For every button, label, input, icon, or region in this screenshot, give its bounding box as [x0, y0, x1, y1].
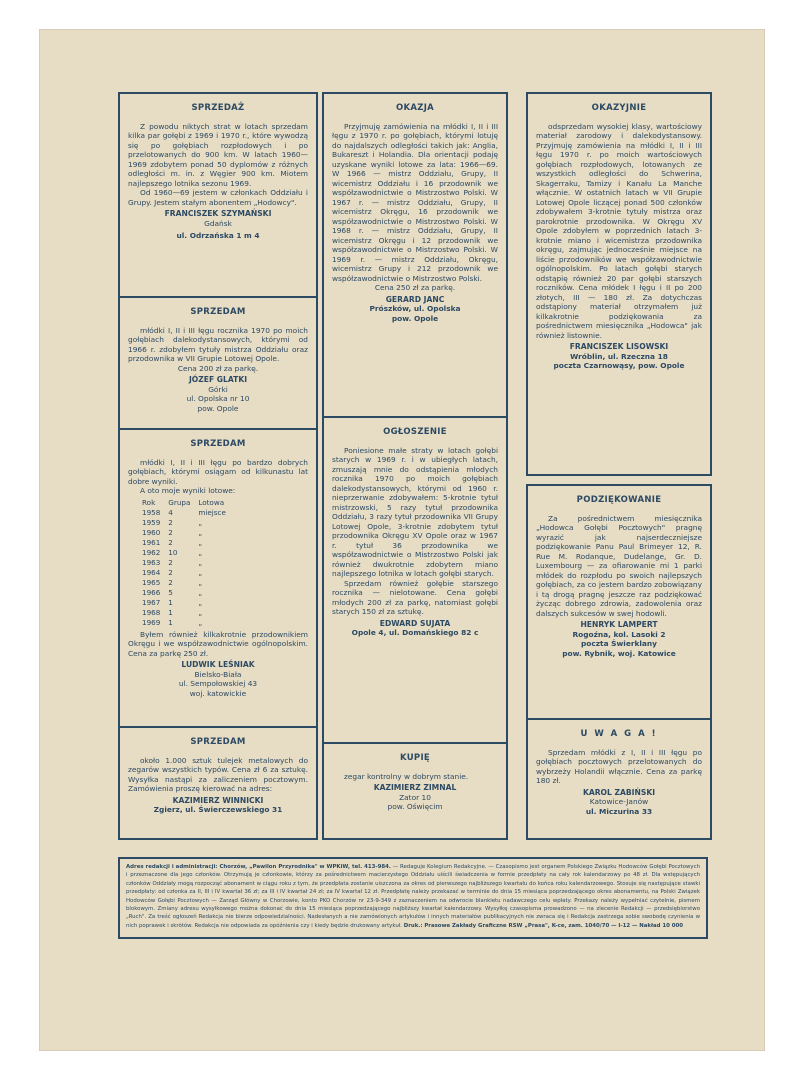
table-row	[142, 568, 234, 578]
table-cell: 1959	[142, 517, 161, 527]
table-cell: 1	[168, 607, 173, 617]
table-row	[142, 578, 234, 588]
table-cell: 2	[168, 577, 173, 587]
ad-signature: KAZIMIERZ WINNICKI	[172, 795, 264, 805]
table-row	[142, 598, 234, 608]
results-header: Rok	[142, 497, 156, 507]
ad-title: KUPIĘ	[399, 753, 431, 763]
ad-title: SPRZEDAM	[190, 307, 246, 317]
table-cell: „	[198, 597, 203, 607]
table-cell: 1	[168, 617, 173, 627]
table-row	[142, 588, 234, 598]
table-cell: 2	[168, 517, 173, 527]
table-cell: „	[198, 607, 203, 617]
table-cell: 1966	[142, 587, 161, 597]
ad-address-1: Wróblin, ul. Rzeczna 18	[570, 351, 668, 361]
table-row	[142, 608, 234, 618]
footer-printer: Druk.: Prasowe Zakłady Graficzne RSW „Prasa", K-ce, zam. 1040/70 — I-12 — Nakład 10 000	[403, 922, 683, 929]
table-row	[142, 508, 234, 518]
ad-ogloszenie-sujata	[322, 416, 508, 744]
ad-signature: KAROL ZABIŃSKI	[582, 787, 656, 797]
table-cell: 1964	[142, 567, 161, 577]
ad-address-1: Zgierz, ul. Świerczewskiego 31	[153, 805, 283, 814]
table-cell: 2	[168, 527, 173, 537]
table-cell: 1958	[142, 507, 161, 517]
ad-address-1: Zator 10	[399, 792, 431, 802]
ad-address-3: woj. katowickie	[189, 688, 247, 698]
table-row	[142, 518, 234, 528]
ad-address-2: pow. Opole	[391, 313, 439, 323]
ad-address-1: Bielsko-Biała	[194, 669, 242, 679]
ad-sprzedam-glatki	[118, 296, 318, 430]
table-cell: 1967	[142, 597, 161, 607]
table-cell: 1962	[142, 547, 161, 557]
ad-address-1: Katowice-Janów	[589, 797, 649, 806]
ad-body: Poniesione małe straty w lotach gołębi starych w 1969 r. i w ubiegłych latach, zmuszają mnie do odstąpienia młodych rocznika 1970 po moich gołębiach dalekodystansowych, którymi od 1960 r. nieprzerwanie zdobywałem: 5-krotnie tytuł mistrzowski, 5 razy tytuł przodownika Oddziału, 3 razy tytuł przodownika VII Grupy Lotowej Opole, 3-krotnie zdobytem tytuł przodownika Okręgu XV Opole oraz w 1967 r. tytuł 36 przodownika we współzawodnictwie o Mistrzostwo Polski jak również dwukrotnie zdobytem miano najlepszego lotnika w lotach gołębi starych.	[332, 445, 498, 578]
ad-body: Za pośrednictwem miesięcznika „Hodowca Gołębi Pocztowych" pragnę wyrazić jak najserdeczniejsze podziękowanie Panu Paul Brimeyer 12, R. Rue M. Rodanque, Dudelange, Gr. D. Luxembourg — za ofiarowanie mi 1 parki młódek do rozpłodu po swoich najlepszych gołębiach, za co jestem bardzo zobowiązany i tą drogą pragnę jeszcze raz podziękować życząc dobrego zdrowia, zadowolenia oraz dalszych sukcesów w swej hodowli.	[536, 513, 702, 618]
ad-address-3: pow. Rybnik, woj. Katowice	[562, 648, 676, 658]
table-cell: 1961	[142, 537, 161, 547]
ad-address-city: Gdańsk	[204, 218, 232, 228]
ad-signature: HENRYK LAMPERT	[580, 620, 658, 629]
ad-signature: LUDWIK LEŚNIAK	[181, 660, 255, 669]
ad-title: SPRZEDAM	[190, 439, 246, 449]
table-cell: „	[198, 547, 203, 557]
ad-body-2: Od 1960—69 jestem w członkach Oddziału i Grupy. Jestem stałym abonentem „Hodowcy".	[128, 188, 308, 207]
table-row	[142, 538, 234, 548]
ad-body: młódki I, II i III łęgu rocznika 1970 po moich gołębiach dalekodystansowych, którymi od 1966 r. zdobyłem tytuły mistrza Oddziału oraz przodownika w VII Grupie Lotowej Opole.	[128, 325, 308, 363]
ad-address-2: ul. Sempołowskiej 43	[178, 679, 258, 688]
table-cell: „	[198, 537, 203, 547]
results-intro: A oto moje wyniki lotowe:	[140, 486, 236, 495]
ad-address-1: Opole 4, ul. Domańskiego 82 c	[351, 628, 479, 637]
table-cell: „	[198, 577, 203, 587]
ad-body: Przyjmuję zamówienia na młódki I, II i III łęgu z 1970 r. po gołębiach, którymi lotuję do najdalszych odległości takich jak: Anglia, Bukareszt i Holandia. Dla orientacji podaję uzyskane wyniki lotowe za lata: 1966—69. W 1966 — mistrz Oddziału, Grupy, II wicemistrz Oddziału i 16 przodownik we współzawodnictwie o Mistrzostwo Polski. W 1967 r. — mistrz Oddziału, Grupy, II wicemistrz Okręgu, 16 przodownik we współzawodnictwie o Mistrzostwo Polski. W 1968 r. — mistrz Oddziału, Grupy, II wicemistrz Okręgu i 12 przodownik we współzawodnictwie o Mistrzostwo Polski. W 1969 r. — mistrz Oddziału, Okręgu, wicemistrz Grupy i 212 przodownik we współzawodnictwie o Mistrzostwo Polski.	[332, 121, 498, 283]
table-row	[142, 618, 234, 628]
table-cell: 2	[168, 557, 173, 567]
table-cell: „	[198, 567, 203, 577]
ad-address-1: Górki	[208, 384, 228, 394]
ad-uwaga-zabinski	[526, 718, 712, 840]
table-row	[142, 548, 234, 558]
table-cell: „	[198, 587, 203, 597]
table-cell: 1960	[142, 527, 161, 537]
ad-address-2: pow. Oświęcim	[387, 802, 443, 811]
ad-title: PODZIĘKOWANIE	[576, 495, 662, 505]
ad-address-street: ul. Odrzańska 1 m 4	[176, 231, 260, 240]
table-cell: 1	[168, 597, 173, 607]
ad-sprzedam-winnicki	[118, 726, 318, 840]
table-cell: 1965	[142, 577, 161, 587]
table-cell: „	[198, 527, 203, 537]
ad-address-2: poczta Czarnowąsy, pow. Opole	[553, 361, 685, 370]
ad-body-2: Byłem również kilkakrotnie przodownikiem Okręgu i we współzawodnictwie ogólnopolskim. Cena za parkę 250 zł.	[128, 629, 308, 658]
table-row	[142, 528, 234, 538]
ad-address-2: ul. Miczurina 33	[585, 806, 653, 816]
table-cell: 2	[168, 537, 173, 547]
table-cell: „	[198, 617, 203, 627]
ad-signature: GERARD JANC	[385, 294, 445, 304]
table-row	[142, 558, 234, 568]
ad-signature: JÓZEF GLATKI	[188, 375, 248, 384]
ad-signature: EDWARD SUJATA	[379, 618, 451, 628]
ad-price: Cena 200 zł za parkę.	[177, 363, 259, 373]
ad-signature: FRANCISZEK LISOWSKI	[569, 342, 669, 351]
ad-title: SPRZEDAM	[190, 737, 246, 747]
editorial-footer	[118, 857, 708, 939]
ad-address-3: pow. Opole	[197, 403, 239, 413]
ad-kupie-zimnal	[322, 742, 508, 840]
ad-address-2: ul. Opolska nr 10	[186, 394, 250, 403]
ad-sprzedam-lesniak	[118, 428, 318, 728]
results-table	[142, 498, 234, 628]
ad-body: młódki I, II i III łęgu po bardzo dobrych gołębiach, którymi osiągam od kilkunastu lat dobre wyniki.	[128, 457, 308, 486]
table-cell: miejsce	[198, 507, 226, 517]
ad-body: około 1.000 sztuk tulejek metalowych do zegarów wszystkich typów. Cena zł 6 za sztukę. Wysyłka nastąpi za zaliczeniem pocztowym. Zamówienia proszę kierować na adres:	[128, 755, 308, 793]
table-cell: 10	[168, 547, 178, 557]
table-cell: 5	[168, 587, 173, 597]
ad-title: U W A G A !	[580, 729, 658, 739]
results-header: Lotowa	[198, 497, 225, 507]
ad-body: Sprzedam młódki z I, II i III łęgu po gołębiach pocztowych przelotowanych do wybrzeży Holandii włącznie. Cena za parkę 180 zł.	[536, 747, 702, 785]
ad-body-2: Sprzedam również gołębie starszego rocznika — nielotowane. Cena gołębi młodych 200 zł za parkę, natomiast gołębi starych 150 zł za sztukę.	[332, 578, 498, 616]
table-cell: 1963	[142, 557, 161, 567]
footer-address: Adres redakcji i administracji: Chorzów, „Pawilon Przyrodnika" w WPKiW, tel. 413-984.	[126, 864, 391, 870]
ad-title: OKAZJA	[395, 103, 435, 113]
ad-body: Z powodu niktych strat w lotach sprzedam kilka par gołębi z 1969 i 1970 r., które wywodzą się po gołębiach rozpłodowych i po przelotowanych do 900 km. W latach 1960—1969 zdobytem ponad 50 dyplomów z różnych odległości m. in. z Węgier 900 km. Miotem najlepszego lotnika sezonu 1969.	[128, 121, 308, 188]
ad-signature: FRANCISZEK SZYMAŃSKI	[164, 209, 272, 218]
table-cell: 4	[168, 507, 173, 517]
table-cell: 1968	[142, 607, 161, 617]
table-cell: „	[198, 517, 203, 527]
results-header: Grupa	[168, 497, 191, 507]
table-cell: „	[198, 557, 203, 567]
footer-text: — Redaguje Kolegium Redakcyjne. — Czasopismo jest organem Polskiego Związku Hodowców Gołębi Pocztowych i przeznaczone dla jego członków. Otrzymują je członkowie, którzy za pośrednictwem macierzystego Oddziału uiścili świadczenia w formie przedpłaty na cały rok kalendarzowy po 48 zł. Dla wstępujących członków Oddziały mogą rozpocząć abonament w ciągu roku z tym, że przedpłata zostanie uiszczona za okres od pierwszego najbliższego kwartału do końca roku kalendarzowego. Stosuje się następujące stawki przedpłaty: od członka za II, III i IV kwartał 36 zł; za III i IV kwartał 24 zł; za IV kwartał 12 zł. Przedpłatę należy przekazać w terminie do dnia 15 miesiąca poprzedzającego okres abonamentu, na Polski Związek Hodowców Gołębi Pocztowych — Zarząd Główny w Chorzowie, konto PKO Chorzów nr 23-9-349 z zaznaczeniem na odwrocie blankietu nadawczego celu wpłaty. Przekazy należy wypełniać czytelnie, pismem blokowym. Zmiany adresu wysyłkowego można dokonać do dnia 15 miesiąca poprzedzającego najbliższy kwartał kalendarzowy. Wysyłkę czasopisma prowadzono — na zlecenie Redakcji — przedsiębiorstwo „Ruch". Za treść ogłoszeń Redakcja nie bierze odpowiedzialności. Nadesłanych a nie zamówionych artykułów i innych materiałów publikacyjnych nie zwraca się i Redakcja zastrzega sobie swobodę czynienia w nich poprawek i skrótów. Redakcja nie odpowiada za opóźnienia czy i kiedy będzie drukowany artykuł.	[126, 864, 701, 929]
ad-title: SPRZEDAŻ	[191, 103, 245, 113]
ad-address-1: Prószków, ul. Opolska	[369, 304, 461, 313]
ad-body: odsprzedam wysokiej klasy, wartościowy materiał zarodowy i dalekodystansowy. Przyjmuję zamówienia na młódki I, II i III łęgu 1970 r. po moich wartościowych gołębiach rozpłodowych, lotowanych ze wszystkich odległości do Schwerina, Skagerraku, Tamizy i Kanału La Manche włącznie. W ostatnich latach w VII Grupie Lotowej Opole liczącej ponad 500 członków zdobywałem 3-krotnie tytuły mistrza oraz parokrotnie przodownika. W Okręgu XV Opole zdobyłem w poprzednich latach 3-krotnie miano i wicemistrza przodownika okręgu, zajmując jednocześnie miejsce na liście przodowników we współzawodnictwie ogólnopolskim. Po latach gołębi starych odstąpię również 20 par gołębi starszych roczników. Cena młódek I łęgu i II po 200 złotych, III — 180 zł. Za dotychczas odstąpiony materiał otrzymałem już kilkakrotnie podziękowania za pośrednictwem miesięcznika „Hodowca" jak również listownie.	[536, 121, 702, 340]
ad-address-1: Rogoźna, kol. Lasoki 2	[572, 629, 666, 639]
ad-title: OKAZYJNIE	[591, 103, 647, 113]
ad-body: zegar kontrolny w dobrym stanie.	[344, 771, 469, 781]
table-cell: 2	[168, 567, 173, 577]
ad-sprzedaz-szymanski	[118, 92, 318, 298]
ad-podziekowanie-lampert	[526, 484, 712, 720]
ad-okazja-janc	[322, 92, 508, 418]
table-cell: 1969	[142, 617, 161, 627]
ad-okazyjnie-lisowski	[526, 92, 712, 476]
ad-title: OGŁOSZENIE	[383, 427, 447, 437]
ad-price: Cena 250 zł za parkę.	[374, 283, 456, 292]
ad-signature: KAZIMIERZ ZIMNAL	[373, 783, 457, 792]
ad-address-2: poczta Świerklany	[581, 639, 657, 648]
